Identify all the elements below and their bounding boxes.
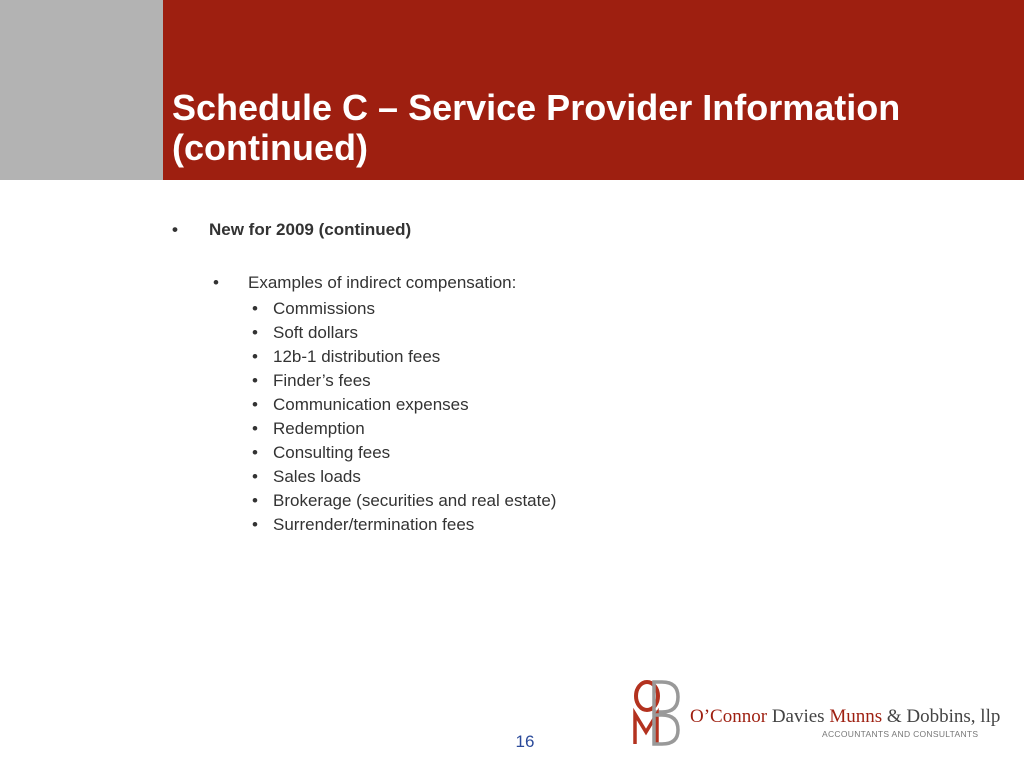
bullet-dot: • [252,347,258,366]
page-number: 16 [515,732,535,751]
bullet-level2-text: Examples of indirect compensation: [248,273,517,292]
logo-firm-name [690,706,1000,728]
bullet-dot: • [252,443,258,462]
header-gray-block [0,0,163,180]
company-logo [632,680,1001,750]
bullet-dot: • [252,515,258,534]
logo-name-part4: & Dobbins, llp [886,706,1001,727]
logo-name-part2: Davies [771,706,825,727]
list-item-text: Communication expenses [273,395,469,414]
bullet-dot: • [252,323,258,342]
list-item-text: Sales loads [273,467,361,486]
bullet-dot: • [252,395,258,414]
monogram-logo-icon [632,680,680,746]
list-item-text: Finder’s fees [273,371,371,390]
bullet-dot: • [252,491,258,510]
bullet-dot: • [252,371,258,390]
bullet-dot: • [213,273,219,292]
bullet-dot: • [172,220,178,239]
logo-name-part3: Munns [829,706,883,727]
list-item-text: 12b-1 distribution fees [273,347,441,366]
bullet-dot: • [252,299,258,318]
list-item-text: Redemption [273,419,365,438]
logo-name-part1: O’Connor [690,706,768,727]
list-item-text: Soft dollars [273,323,359,342]
logo-tagline: ACCOUNTANTS AND CONSULTANTS [822,729,979,739]
bullet-dot: • [252,419,258,438]
bullet-level1-text: New for 2009 (continued) [209,220,412,239]
list-item-text: Surrender/termination fees [273,515,475,534]
list-item-text: Consulting fees [273,443,391,462]
list-item-text: Commissions [273,299,376,318]
slide-title: Schedule C – Service Provider Information (continued) [172,87,901,168]
bullet-dot: • [252,467,258,486]
list-item-text: Brokerage (securities and real estate) [273,491,557,510]
